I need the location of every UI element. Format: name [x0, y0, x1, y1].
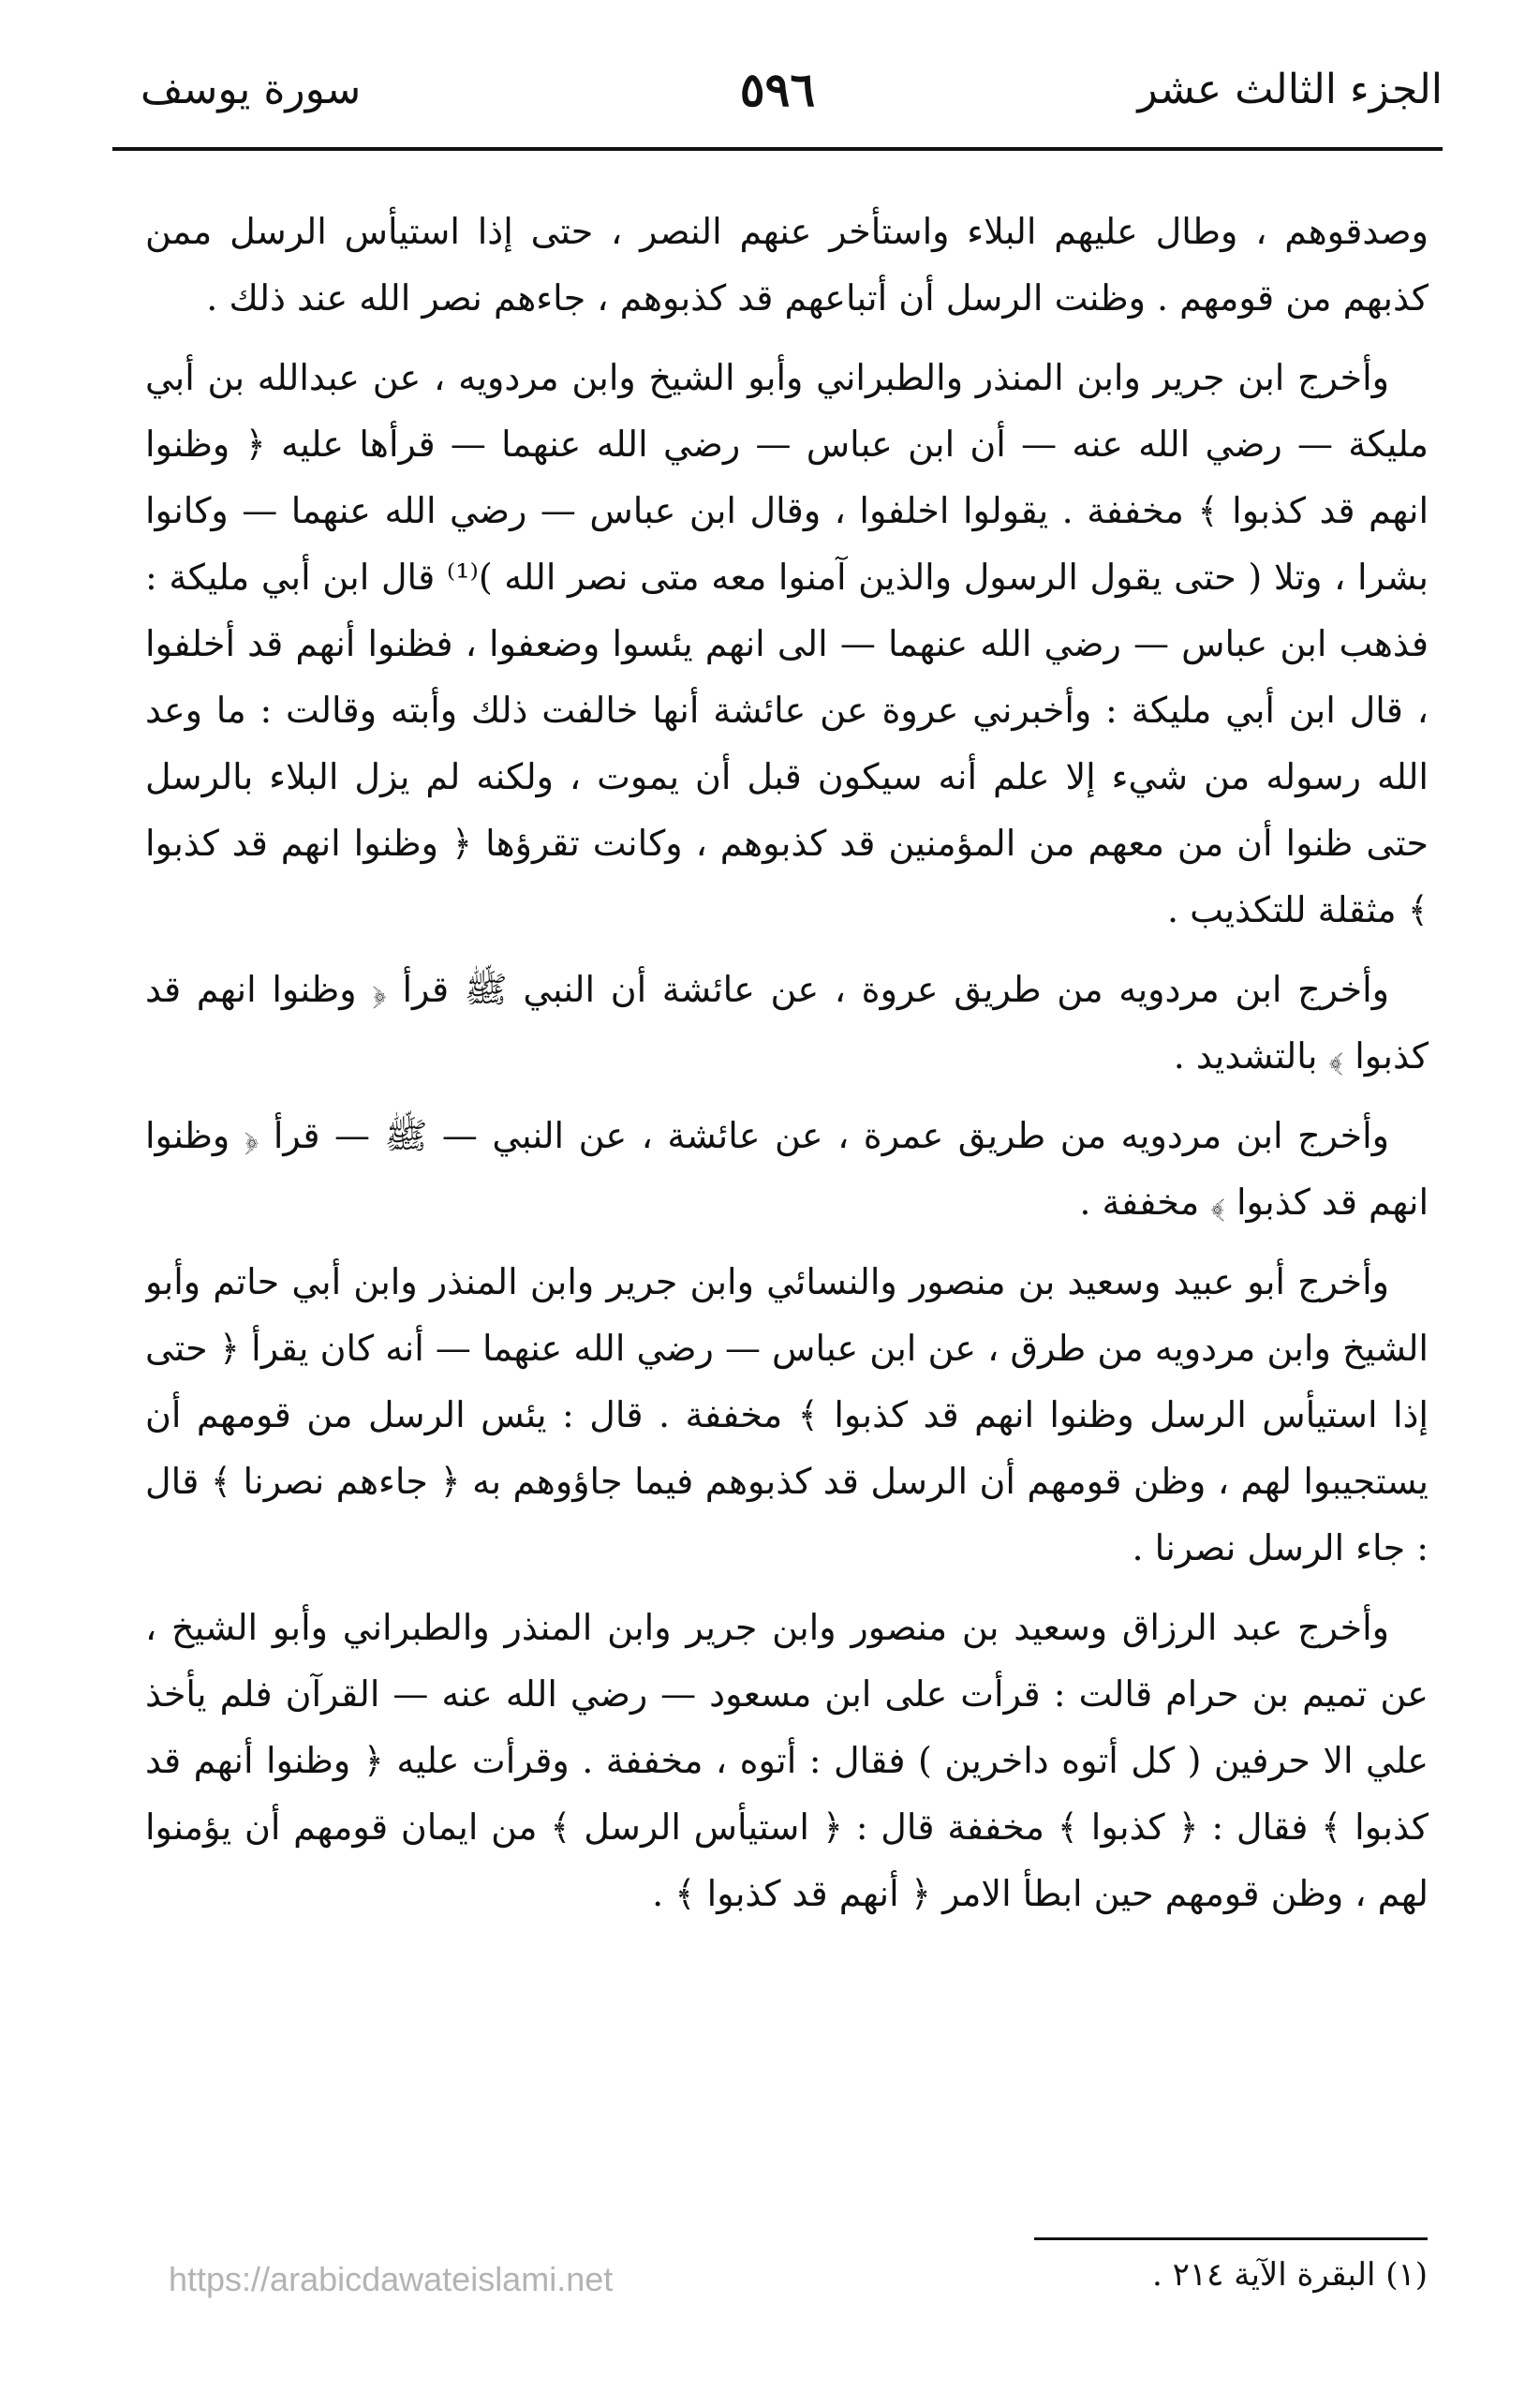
paragraph: وأخرج أبو عبيد وسعيد بن منصور والنسائي وابن جرير وابن المنذر وابن أبي حاتم وأبو الشيخ وابن مردويه من طرق ، عن ابن عباس — رضي الله عنهما — أنه كان يقرأ ﴿ حتى إذا استيأس الرسل وظنوا انهم قد كذبوا ﴾ مخففة . قال : يئس الرسل من قومهم أن يستجيبوا لهم ، وظن قومهم أن الرسل قد كذبوهم فيما جاؤوهم به ﴿ جاءهم نصرنا ﴾ قال : جاء الرسل نصرنا .	[145, 1261, 1429, 1568]
header-rule	[112, 147, 1443, 151]
part-label: الجزء الثالث عشر	[1137, 66, 1443, 113]
main-text	[145, 199, 1429, 2176]
surah-name: سورة يوسف	[141, 66, 362, 113]
paragraph: وأخرج ابن مردويه من طريق عمرة ، عن عائشة ، عن النبي — ﷺ — قرأ ﴿ وظنوا انهم قد كذبوا ﴾ مخففة .	[145, 1115, 1429, 1223]
watermark-url: https://arabicdawateislami.net	[169, 2260, 614, 2298]
paragraph: وصدقوهم ، وطال عليهم البلاء واستأخر عنهم النصر ، حتى إذا استيأس الرسل ممن كذبهم من قومهم . وظنت الرسل أن أتباعهم قد كذبوهم ، جاءهم نصر الله عند ذلك .	[145, 211, 1429, 319]
paragraph: وأخرج ابن مردويه من طريق عروة ، عن عائشة أن النبي ﷺ قرأ ﴿ وظنوا انهم قد كذبوا ﴾ بالتشديد .	[145, 969, 1429, 1077]
footnote-rule	[1034, 2237, 1428, 2240]
paragraph: وأخرج ابن جرير وابن المنذر والطبراني وأبو الشيخ وابن مردويه ، عن عبدالله بن أبي مليكة — رضي الله عنه — أن ابن عباس — رضي الله عنهما — قرأها عليه ﴿ وظنوا انهم قد كذبوا ﴾ مخففة . يقولوا اخلفوا ، وقال ابن عباس — رضي الله عنهما — وكانوا بشرا ، وتلا ( حتى يقول الرسول والذين آمنوا معه متى نصر الله )⁽¹⁾ قال ابن أبي مليكة : فذهب ابن عباس — رضي الله عنهما — الى انهم يئسوا وضعفوا ، فظنوا أنهم قد أخلفوا ، قال ابن أبي مليكة : وأخبرني عروة عن عائشة أنها خالفت ذلك وأبته وقالت : ما وعد الله رسوله من شيء إلا علم أنه سيكون قبل أن يموت ، ولكنه لم يزل البلاء بالرسل حتى ظنوا أن من معهم من المؤمنين قد كذبوهم ، وكانت تقرؤها ﴿ وظنوا انهم قد كذبوا ﴾ مثقلة للتكذيب .	[145, 357, 1429, 930]
footnote: (١) البقرة الآية ٢١٤ .	[1151, 2256, 1428, 2294]
page-header	[112, 56, 1443, 141]
page-number: ٥٩٦	[739, 62, 816, 117]
paragraph: وأخرج عبد الرزاق وسعيد بن منصور وابن جرير وابن المنذر والطبراني وأبو الشيخ ، عن تميم بن حرام قالت : قرأت على ابن مسعود — رضي الله عنه — القرآن فلم يأخذ علي الا حرفين ( كل أتوه داخرين ) فقال : أتوه ، مخففة . وقرأت عليه ﴿ وظنوا أنهم قد كذبوا ﴾ فقال : ﴿ كذبوا ﴾ مخففة قال : ﴿ استيأس الرسل ﴾ من ايمان قومهم أن يؤمنوا لهم ، وظن قومهم حين ابطأ الامر ﴿ أنهم قد كذبوا ﴾ .	[145, 1607, 1429, 1914]
